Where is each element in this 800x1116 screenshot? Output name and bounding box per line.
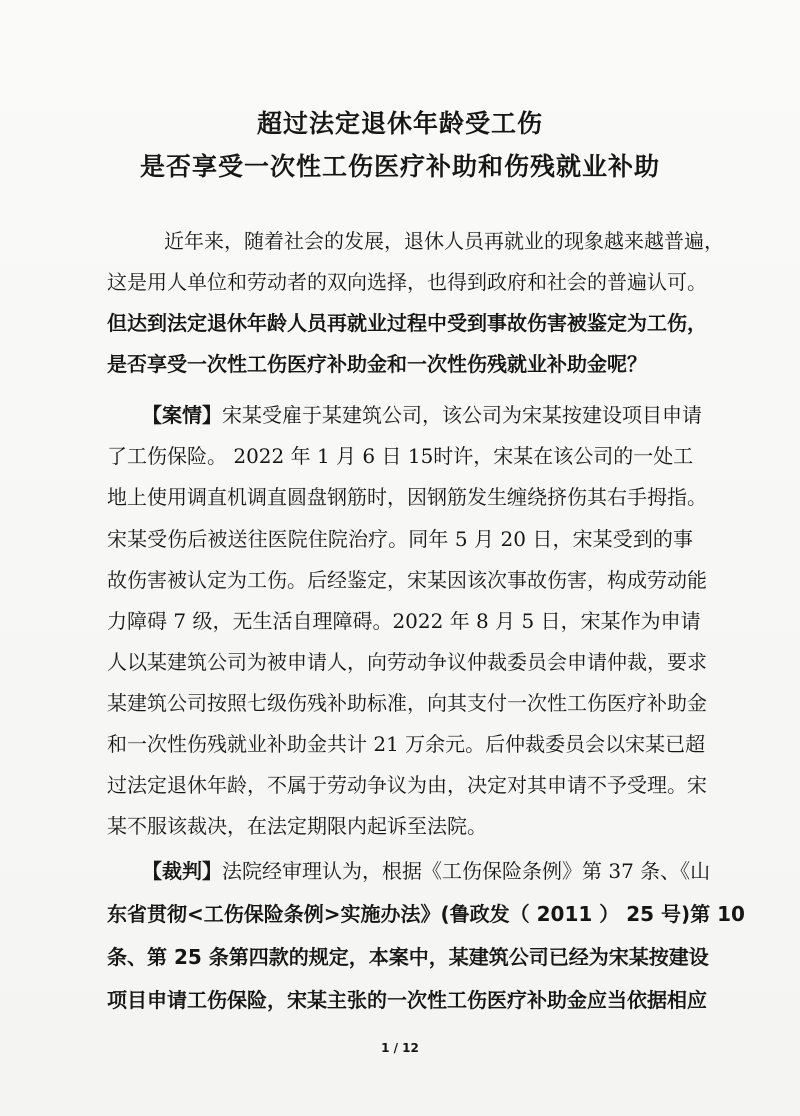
- case-first-line: [142, 400, 702, 430]
- case-label: 【案情】: [142, 403, 222, 427]
- judgment-line: 条、第 25 条第四款的规定，本案中，某建筑公司已经为宋某按建设: [107, 945, 709, 969]
- case-line: 故伤害被认定为工伤。后经鉴定，宋某因该次事故伤害，构成劳动能: [107, 568, 707, 592]
- judgment-label: 【裁判】: [142, 859, 222, 883]
- title-line-1: 超过法定退休年龄受工伤: [256, 109, 543, 138]
- title-line-2: 是否享受一次性工伤医疗补助和伤残就业补助: [139, 152, 660, 181]
- intro-line-bold: 是否享受一次性工伤医疗补助金和一次性伤残就业补助金呢？: [107, 352, 647, 376]
- case-line: 力障碍 7 级，无生活自理障碍。2022 年 8 月 5 日，宋某作为申请: [107, 609, 701, 633]
- case-line: 某不服该裁决，在法定期限内起诉至法院。: [107, 814, 487, 838]
- judgment-line: 项目申请工伤保险，宋某主张的一次性工伤医疗补助金应当依据相应: [107, 988, 707, 1012]
- case-line: 过法定退休年龄，不属于劳动争议为由，决定对其申请不予受理。宋: [107, 773, 707, 797]
- case-line: 宋某受伤后被送往医院住院治疗。同年 5 月 20 日，宋某受到的事: [107, 527, 693, 551]
- case-line: 人以某建筑公司为被申请人，向劳动争议仲裁委员会申请仲裁，要求: [107, 650, 707, 674]
- judgment-line: 东省贯彻<工伤保险条例>实施办法》(鲁政发（ 2011 ） 25 号)第 10: [107, 902, 745, 926]
- case-line: 某建筑公司按照七级伤残补助标准，向其支付一次性工伤医疗补助金: [107, 691, 707, 715]
- intro-line-bold: 但达到法定退休年龄人员再就业过程中受到事故伤害被鉴定为工伤，: [107, 311, 707, 335]
- page-number: 1 / 12: [381, 1041, 419, 1055]
- case-line: 地上使用调直机调直圆盘钢筋时，因钢筋发生缠绕挤伤其右手拇指。: [107, 485, 707, 509]
- intro-line: 近年来，随着社会的发展，退休人员再就业的现象越来越普遍，: [164, 229, 724, 253]
- judgment-line: 法院经审理认为，根据《工伤保险条例》第 37 条、《山: [222, 859, 711, 883]
- judgment-first-line: [142, 856, 711, 886]
- case-line: 了工伤保险。 2022 年 1 月 6 日 15时许，宋某在该公司的一处工: [107, 444, 694, 468]
- case-line: 和一次性伤残就业补助金共计 21 万余元。后仲裁委员会以宋某已超: [107, 732, 706, 756]
- intro-line: 这是用人单位和劳动者的双向选择，也得到政府和社会的普遍认可。: [107, 270, 707, 294]
- case-line: 宋某受雇于某建筑公司，该公司为宋某按建设项目申请: [222, 403, 702, 427]
